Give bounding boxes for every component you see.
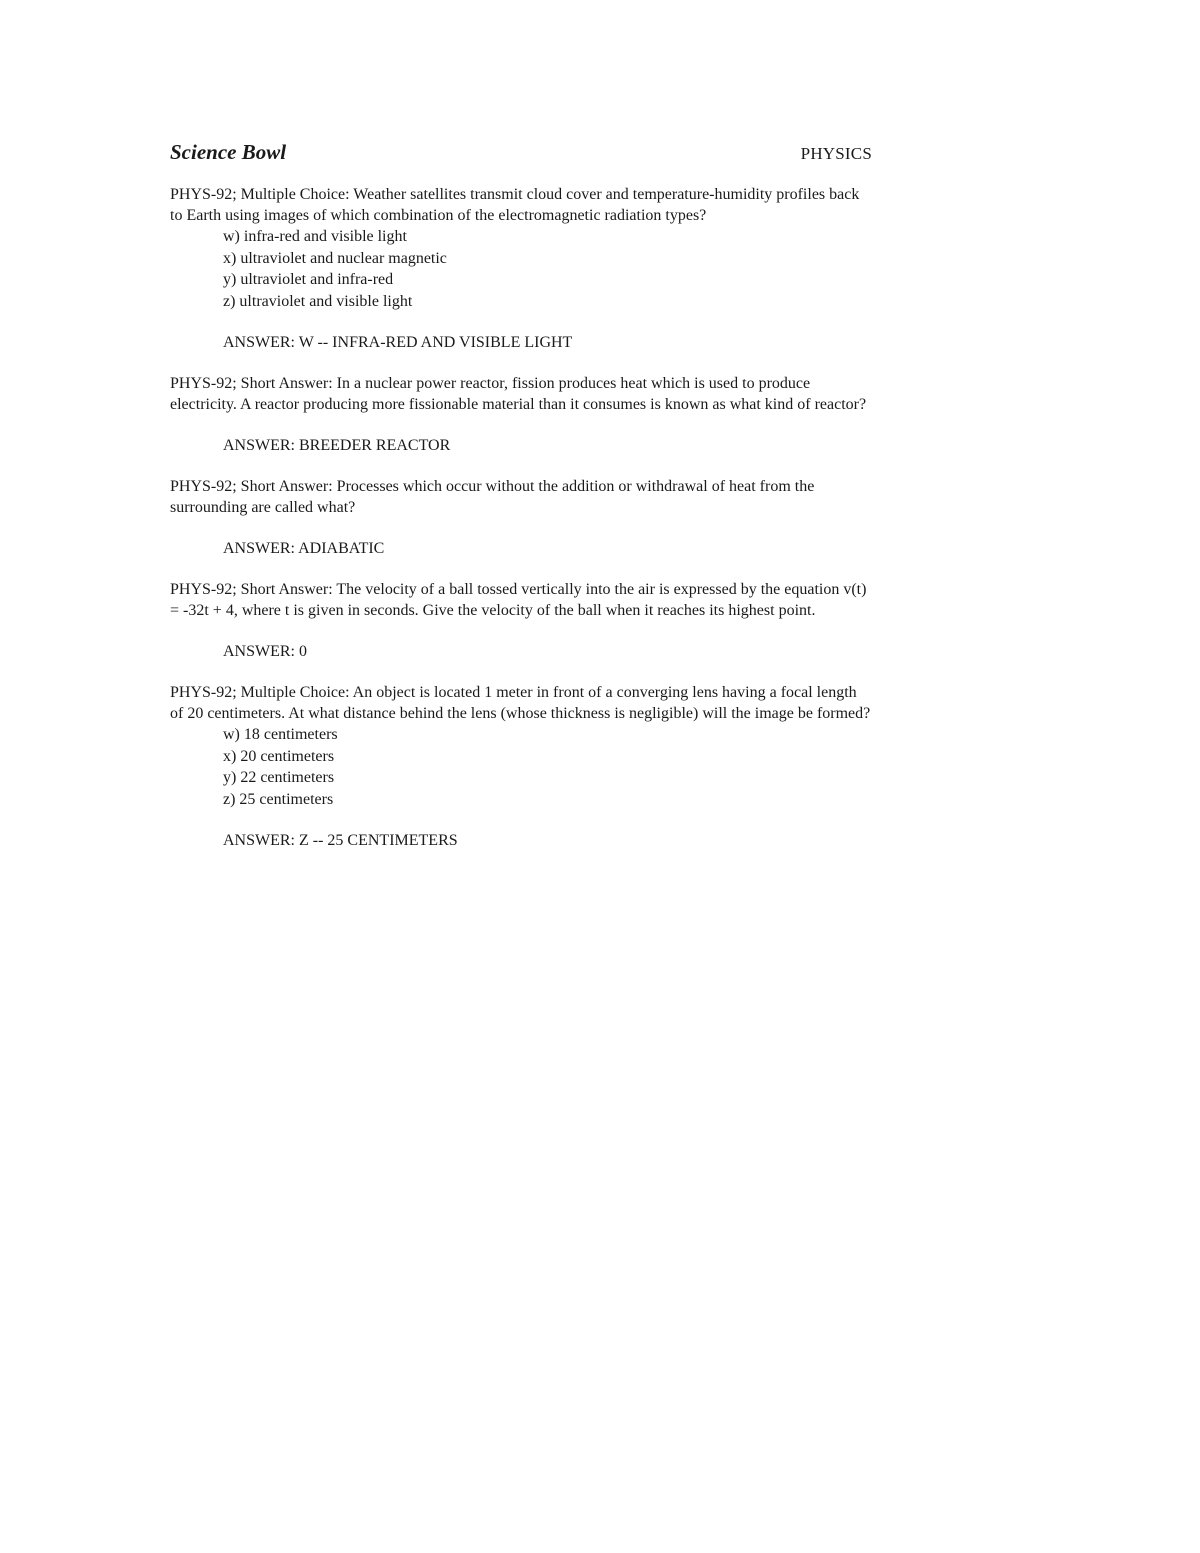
answer-line: ANSWER: ADIABATIC <box>223 540 385 557</box>
question-2 <box>170 373 872 456</box>
answer-line: ANSWER: 0 <box>223 643 307 660</box>
question-stem: PHYS-92; Short Answer: Processes which occur without the addition or withdrawal of heat from the surrounding are called what? <box>170 478 815 516</box>
question-stem: PHYS-92; Short Answer: In a nuclear power reactor, fission produces heat which is used to produce electricity. A reactor producing more fissionable material than it consumes is known as what kind of reactor? <box>170 375 867 413</box>
option-z: z) 25 centimeters <box>223 790 334 808</box>
subject-label: PHYSICS <box>800 144 872 163</box>
option-w: w) 18 centimeters <box>223 726 338 743</box>
option-y: y) ultraviolet and infra-red <box>223 271 394 288</box>
question-3 <box>170 476 872 559</box>
answer-options <box>170 724 872 810</box>
question-stem: PHYS-92; Short Answer: The velocity of a ball tossed vertically into the air is expressed by the equation v(t) = -32t + 4, where t is given in seconds. Give the velocity of the ball when it reaches its highest point. <box>170 581 867 619</box>
document-page <box>170 140 872 871</box>
question-stem: PHYS-92; Multiple Choice: An object is located 1 meter in front of a converging lens having a focal length of 20 centimeters. At what distance behind the lens (whose thickness is negligible) will the image be formed? <box>170 684 871 722</box>
answer-line: ANSWER: Z -- 25 CENTIMETERS <box>223 832 458 849</box>
answer-options <box>170 226 872 312</box>
option-w: w) infra-red and visible light <box>223 228 407 245</box>
option-x: x) ultraviolet and nuclear magnetic <box>223 249 447 267</box>
answer-line: ANSWER: W -- INFRA-RED AND VISIBLE LIGHT <box>223 334 573 351</box>
option-z: z) ultraviolet and visible light <box>223 292 413 310</box>
option-y: y) 22 centimeters <box>223 769 335 786</box>
answer-line: ANSWER: BREEDER REACTOR <box>223 437 451 454</box>
question-4 <box>170 579 872 662</box>
page-header <box>170 140 872 170</box>
question-5 <box>170 682 872 851</box>
question-stem: PHYS-92; Multiple Choice: Weather satellites transmit cloud cover and temperature-humidity profiles back to Earth using images of which combination of the electromagnetic radiation types? <box>170 186 860 224</box>
option-x: x) 20 centimeters <box>223 747 335 765</box>
document-title: Science Bowl <box>170 140 287 164</box>
question-1 <box>170 184 872 353</box>
